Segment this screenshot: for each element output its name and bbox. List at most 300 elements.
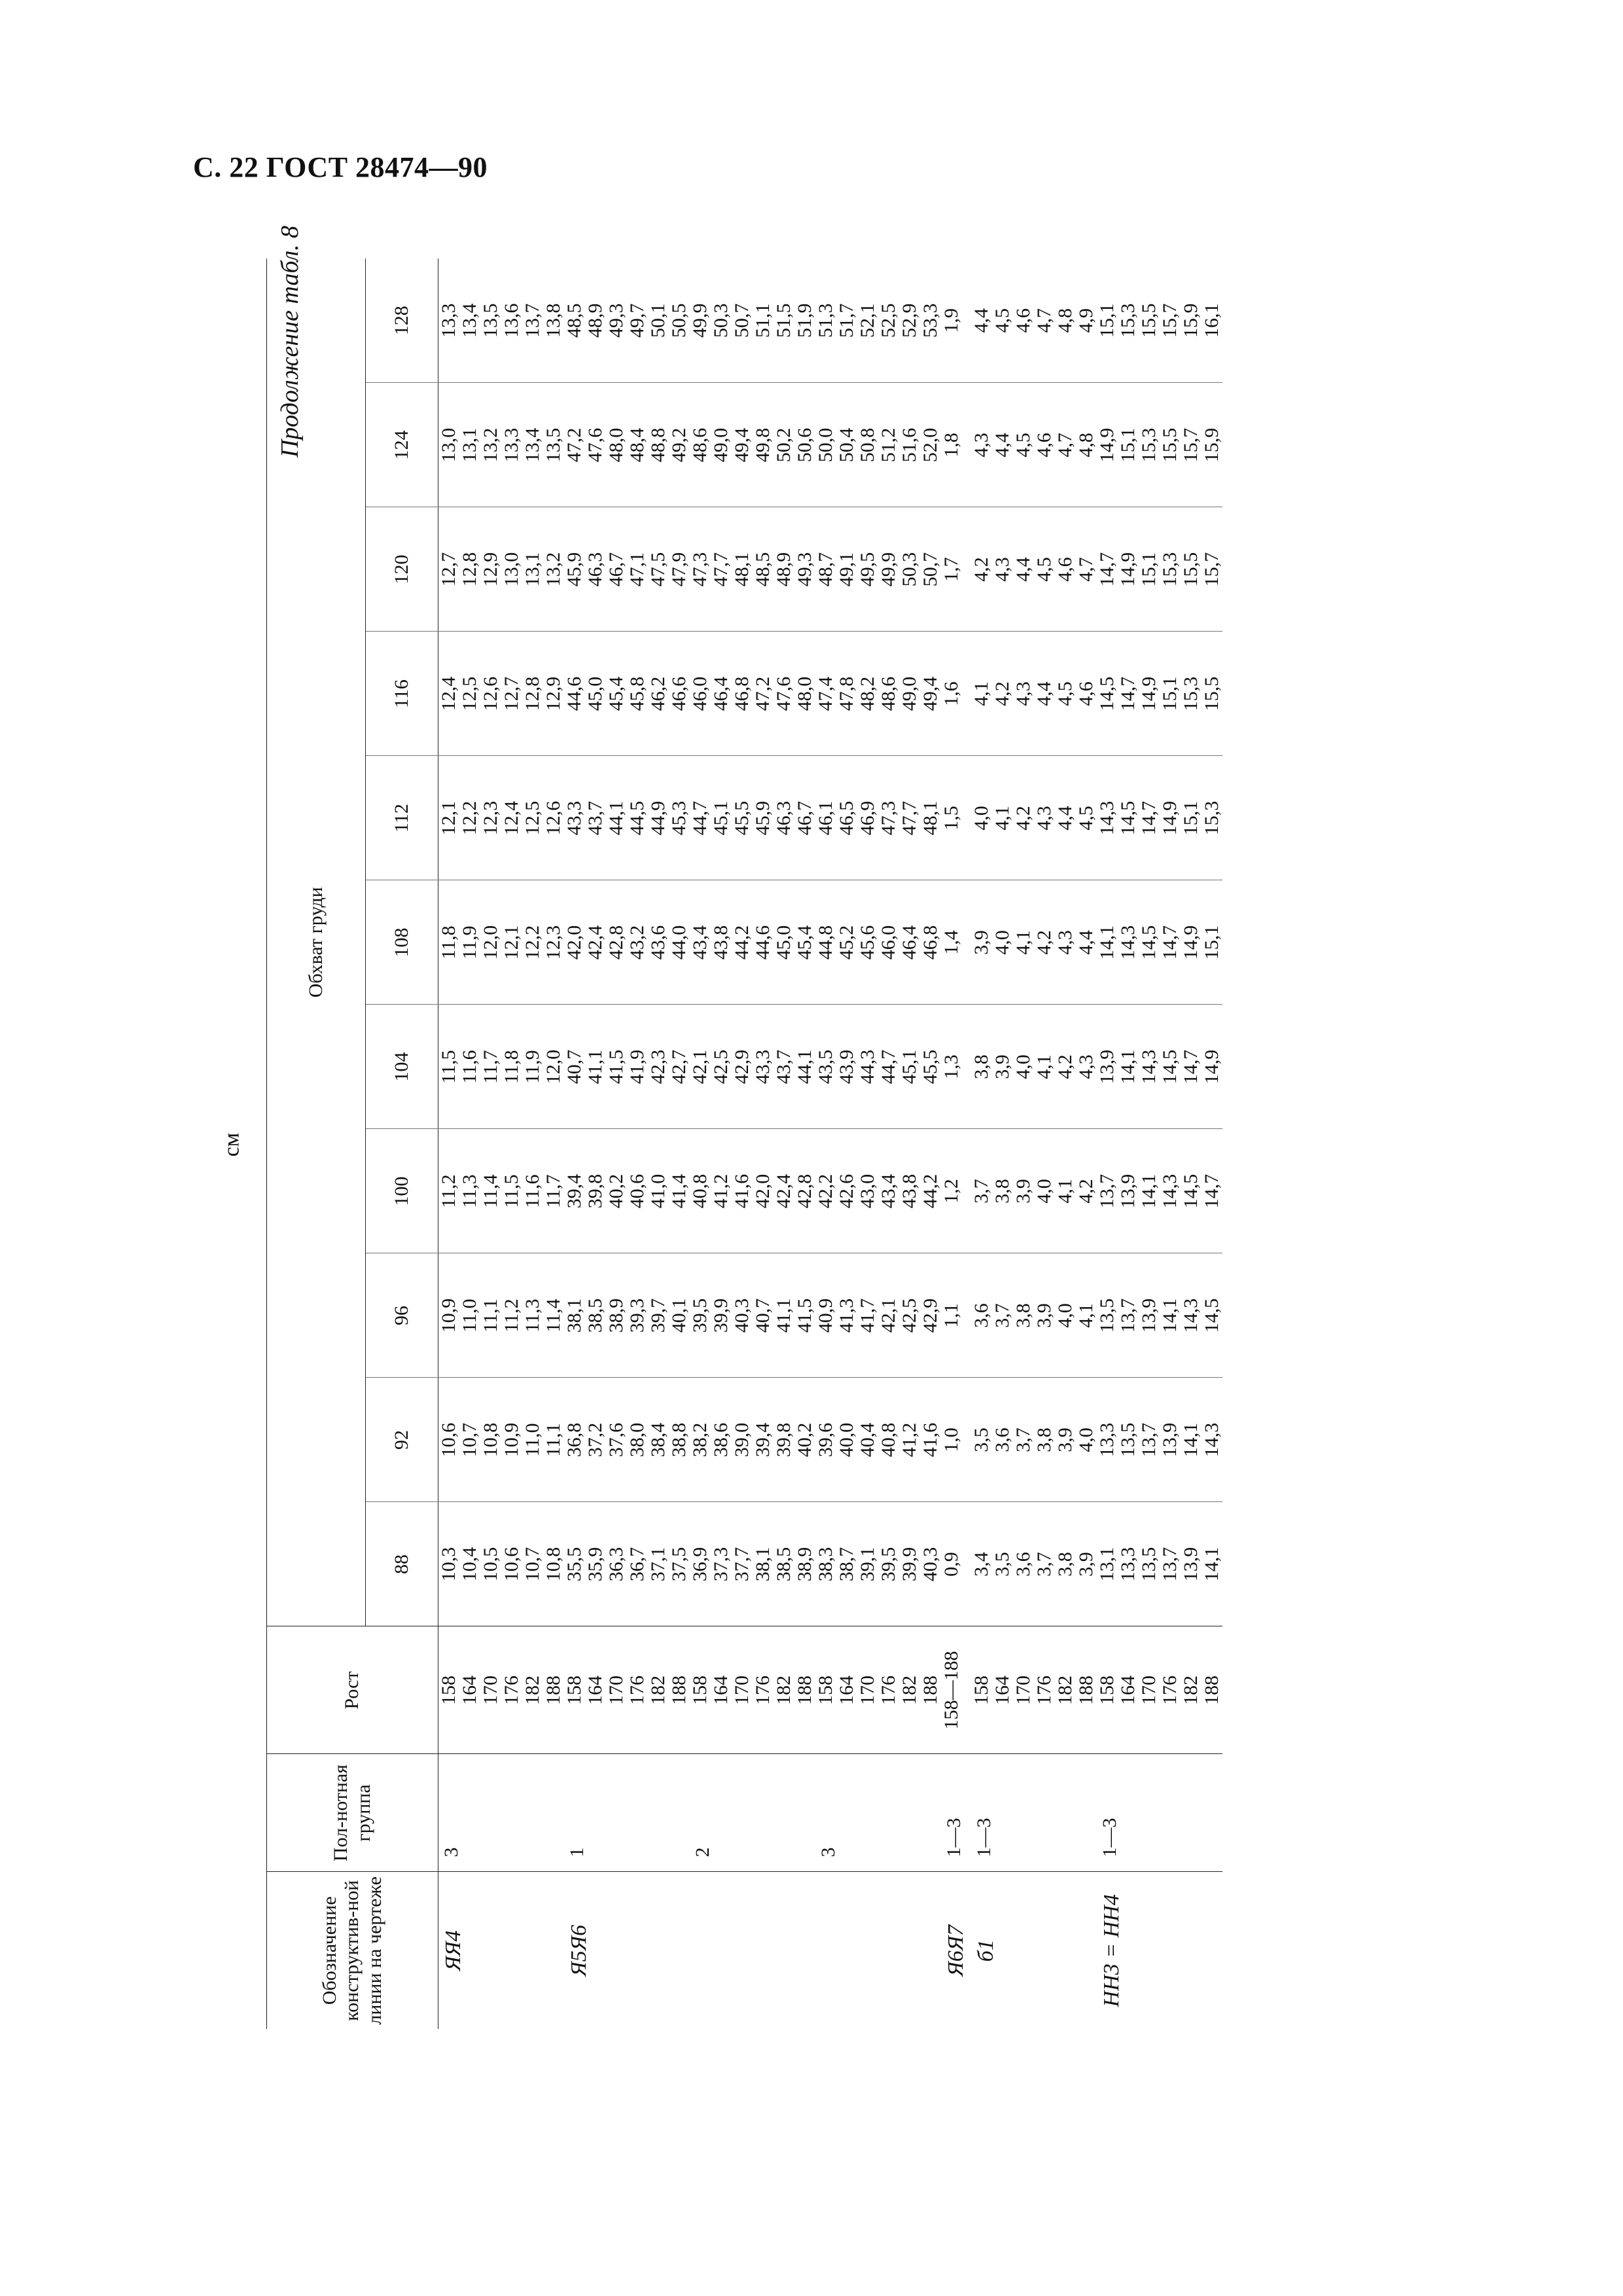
fullness-group: 2: [690, 1754, 815, 1872]
measurement-value: 4,8: [1054, 308, 1076, 333]
chest-column-values: [690, 383, 815, 507]
height-values: [438, 1626, 565, 1754]
measurement-value: 1,9: [940, 308, 962, 333]
measurement-value: 42,1: [878, 1298, 899, 1333]
chest-column-values: [564, 259, 690, 383]
height-value: 188: [1075, 1676, 1097, 1705]
measurement-value: 45,3: [668, 800, 690, 836]
measurement-value: 46,4: [899, 925, 920, 960]
chest-size-header: 128: [366, 259, 438, 383]
measurement-value: 11,4: [480, 1174, 501, 1208]
measurement-value: 48,6: [878, 676, 899, 711]
measurement-value: 50,5: [668, 303, 690, 338]
measurement-value: 51,7: [836, 303, 857, 338]
construction-line-label: НН3 = НН4: [1097, 1872, 1222, 2029]
measurement-value: 52,1: [857, 303, 878, 338]
measurement-value: 41,9: [626, 1049, 648, 1085]
measurement-value: 3,8: [1012, 1303, 1034, 1328]
chest-column-values: [438, 383, 565, 507]
measurement-value: 14,5: [1137, 925, 1160, 960]
measurement-value: 14,1: [1096, 925, 1118, 960]
measurement-value: 4,2: [1033, 930, 1055, 955]
measurement-value: 46,5: [836, 800, 857, 836]
chest-column-values: [690, 1253, 815, 1378]
measurement-value: 51,9: [794, 303, 815, 338]
measurement-value: 14,7: [1179, 1049, 1202, 1085]
measurement-value: 46,3: [584, 552, 606, 587]
measurement-value: 11,6: [459, 1050, 480, 1084]
measurement-value: 46,9: [857, 800, 878, 836]
measurement-value: 37,7: [731, 1547, 753, 1582]
chest-column-values: [690, 632, 815, 756]
height-value: 164: [710, 1676, 732, 1705]
measurement-value: 38,2: [689, 1422, 711, 1458]
measurement-value: 12,3: [480, 800, 501, 836]
measurement-value: 3,7: [970, 1179, 992, 1204]
measurement-value: 1,0: [940, 1427, 962, 1452]
measurement-value: 4,6: [1033, 433, 1055, 457]
measurement-value: 13,7: [1116, 1298, 1139, 1333]
measurement-value: 10,7: [522, 1547, 543, 1582]
measurement-value: 14,9: [1179, 925, 1202, 960]
height-value: 182: [1179, 1676, 1202, 1705]
measurement-value: 11,2: [501, 1299, 522, 1333]
measurement-value: 4,5: [1012, 433, 1034, 457]
measurement-value: 40,8: [689, 1174, 711, 1209]
chest-column-values: [1097, 1253, 1222, 1378]
height-value: 164: [584, 1676, 606, 1705]
measurement-value: 49,4: [731, 427, 753, 463]
chest-column-values: [971, 756, 1097, 880]
measurement-value: 50,2: [773, 427, 794, 463]
measurement-value: 46,8: [919, 925, 941, 960]
measurement-value: 3,5: [970, 1427, 992, 1452]
measurement-value: 4,5: [1054, 681, 1076, 706]
measurement-value: 13,4: [459, 303, 480, 338]
height-value: 170: [857, 1676, 878, 1705]
fullness-group: 1—3: [1097, 1754, 1222, 1872]
table-section-row: [690, 259, 815, 2029]
chest-column-values: [815, 1253, 941, 1378]
chest-column-values: [564, 383, 690, 507]
measurement-value: 48,5: [563, 303, 585, 338]
measurement-value: 42,4: [584, 925, 606, 960]
measurement-value: 3,7: [1033, 1552, 1055, 1577]
measurement-value: 3,6: [991, 1427, 1013, 1452]
measurement-value: 48,9: [584, 303, 606, 338]
measurement-value: 48,9: [773, 552, 794, 587]
measurement-value: 16,1: [1200, 303, 1222, 338]
measurement-value: 13,6: [501, 303, 522, 338]
measurement-value: 47,3: [689, 552, 711, 587]
chest-column-values: [1097, 756, 1222, 880]
chest-column-values: [1097, 632, 1222, 756]
measurement-value: 41,5: [605, 1049, 627, 1085]
measurement-value: 10,7: [459, 1422, 480, 1458]
measurement-value: 15,1: [1158, 676, 1181, 711]
measurement-value: 50,6: [794, 427, 815, 463]
measurement-value: 14,3: [1096, 800, 1118, 836]
measurement-value: 13,3: [438, 303, 459, 338]
measurement-value: 44,1: [605, 800, 627, 836]
chest-column-values: [941, 756, 971, 880]
measurement-value: 12,6: [543, 800, 564, 836]
measurement-value: 44,2: [731, 925, 753, 960]
measurement-value: 41,0: [647, 1174, 669, 1209]
measurement-value: 49,4: [919, 676, 941, 711]
measurement-value: 15,9: [1179, 303, 1202, 338]
measurement-value: 10,9: [501, 1422, 522, 1458]
chest-column-values: [815, 383, 941, 507]
measurement-value: 4,8: [1075, 433, 1097, 457]
measurement-value: 14,3: [1116, 925, 1139, 960]
measurement-value: 50,7: [919, 552, 941, 587]
measurement-value: 15,9: [1200, 427, 1222, 463]
measurement-value: 12,5: [459, 676, 480, 711]
measurement-value: 13,9: [1096, 1049, 1118, 1085]
measurement-value: 14,9: [1096, 427, 1118, 463]
height-value: 164: [991, 1676, 1013, 1705]
fullness-group: 3: [815, 1754, 941, 1872]
col-header-height: Рост: [267, 1626, 438, 1754]
measurement-value: 39,0: [731, 1422, 753, 1458]
measurement-value: 46,6: [668, 676, 690, 711]
chest-column-values: [941, 1253, 971, 1378]
measurement-value: 4,4: [1033, 681, 1055, 706]
chest-size-header: 92: [366, 1378, 438, 1502]
measurement-value: 15,5: [1200, 676, 1222, 711]
measurement-value: 38,5: [584, 1298, 606, 1333]
measurement-value: 15,3: [1116, 303, 1139, 338]
table-section-row: [815, 259, 941, 2029]
measurement-value: 0,9: [940, 1552, 962, 1577]
chest-column-values: [1097, 880, 1222, 1005]
measurement-value: 45,0: [773, 925, 794, 960]
measurement-value: 11,4: [543, 1299, 564, 1333]
height-value: 182: [647, 1676, 669, 1705]
measurement-value: 4,3: [1033, 806, 1055, 831]
measurement-value: 14,7: [1116, 676, 1139, 711]
measurements-table: [266, 259, 1222, 2029]
chest-column-values: [690, 507, 815, 632]
measurement-value: 3,7: [991, 1303, 1013, 1328]
measurement-value: 14,5: [1158, 1049, 1181, 1085]
height-value: 158: [970, 1676, 992, 1705]
measurement-value: 14,5: [1096, 676, 1118, 711]
measurement-value: 4,0: [1075, 1427, 1097, 1452]
measurement-value: 4,0: [1054, 1303, 1076, 1328]
measurement-value: 45,4: [794, 925, 815, 960]
chest-column-values: [941, 1378, 971, 1502]
measurement-value: 45,8: [626, 676, 648, 711]
measurement-value: 49,2: [668, 427, 690, 463]
measurement-value: 37,6: [605, 1422, 627, 1458]
measurement-value: 11,1: [543, 1423, 564, 1457]
measurement-value: 42,5: [710, 1049, 732, 1085]
measurement-value: 41,6: [919, 1422, 941, 1458]
measurement-value: 13,5: [1096, 1298, 1118, 1333]
measurement-value: 15,1: [1116, 427, 1139, 463]
height-value: 188: [919, 1676, 941, 1705]
measurement-value: 14,3: [1137, 1049, 1160, 1085]
chest-column-values: [971, 1502, 1097, 1626]
measurement-value: 47,1: [626, 552, 648, 587]
measurement-value: 13,9: [1179, 1547, 1202, 1582]
measurement-value: 4,6: [1075, 681, 1097, 706]
chest-column-values: [690, 1502, 815, 1626]
measurement-value: 3,8: [970, 1054, 992, 1079]
measurement-value: 51,3: [815, 303, 836, 338]
chest-size-header: 112: [366, 756, 438, 880]
chest-column-values: [941, 632, 971, 756]
height-value: 176: [1033, 1676, 1055, 1705]
measurement-value: 13,3: [501, 427, 522, 463]
measurement-value: 4,3: [1075, 1054, 1097, 1079]
height-value: 176: [626, 1676, 648, 1705]
measurement-value: 10,5: [480, 1547, 501, 1582]
measurement-value: 4,1: [1054, 1179, 1076, 1204]
measurement-value: 13,1: [459, 427, 480, 463]
measurement-value: 13,0: [501, 552, 522, 587]
measurement-value: 42,1: [689, 1049, 711, 1085]
measurement-value: 1,4: [940, 930, 962, 955]
measurement-value: 13,9: [1116, 1174, 1139, 1209]
measurement-value: 38,9: [605, 1298, 627, 1333]
measurement-value: 53,3: [919, 303, 941, 338]
chest-column-values: [690, 756, 815, 880]
measurement-value: 39,8: [584, 1174, 606, 1209]
measurement-value: 4,3: [991, 557, 1013, 582]
chest-column-values: [941, 1129, 971, 1253]
measurement-value: 47,2: [563, 427, 585, 463]
measurement-value: 47,5: [647, 552, 669, 587]
chest-column-values: [564, 1129, 690, 1253]
col-header-group: Пол-нотная группа: [267, 1754, 438, 1872]
measurement-value: 47,7: [710, 552, 732, 587]
chest-column-values: [690, 259, 815, 383]
measurement-value: 48,0: [605, 427, 627, 463]
measurement-value: 4,5: [1033, 557, 1055, 582]
chest-size-header: 96: [366, 1253, 438, 1378]
measurement-value: 10,6: [501, 1547, 522, 1582]
chest-column-values: [971, 1129, 1097, 1253]
page-header: С. 22 ГОСТ 28474—90: [193, 151, 488, 183]
measurement-value: 3,7: [1012, 1427, 1034, 1452]
measurement-value: 45,4: [605, 676, 627, 711]
col-header-label: Обозначение конструктив-ной линии на чертеже: [267, 1872, 438, 2029]
measurement-value: 41,2: [710, 1174, 732, 1209]
chest-size-header: 104: [366, 1005, 438, 1129]
units-label: см: [219, 1132, 244, 1157]
measurement-value: 45,2: [836, 925, 857, 960]
measurement-value: 3,9: [991, 1054, 1013, 1079]
measurement-value: 14,1: [1116, 1049, 1139, 1085]
chest-column-values: [1097, 1502, 1222, 1626]
measurement-value: 40,3: [731, 1298, 753, 1333]
measurement-value: 3,9: [970, 930, 992, 955]
chest-column-values: [564, 1253, 690, 1378]
measurement-value: 15,7: [1179, 427, 1202, 463]
measurement-value: 13,7: [1096, 1174, 1118, 1209]
table-section-row: [564, 259, 690, 2029]
measurement-value: 46,8: [731, 676, 753, 711]
measurement-value: 4,1: [1012, 930, 1034, 955]
chest-column-values: [971, 1253, 1097, 1378]
measurement-value: 37,2: [584, 1422, 606, 1458]
measurement-value: 42,0: [752, 1174, 774, 1209]
measurement-value: 14,1: [1179, 1422, 1202, 1458]
measurement-value: 40,9: [815, 1298, 836, 1333]
measurement-value: 40,3: [919, 1547, 941, 1582]
chest-column-values: [1097, 1005, 1222, 1129]
measurement-value: 11,8: [501, 1050, 522, 1084]
measurement-value: 1,8: [940, 433, 962, 457]
measurement-value: 48,4: [626, 427, 648, 463]
measurement-value: 3,8: [991, 1179, 1013, 1204]
measurement-value: 4,4: [1012, 557, 1034, 582]
measurement-value: 41,7: [857, 1298, 878, 1333]
chest-column-values: [971, 632, 1097, 756]
measurement-value: 37,1: [647, 1547, 669, 1582]
measurement-value: 38,1: [563, 1298, 585, 1333]
measurement-value: 10,3: [438, 1547, 459, 1582]
measurement-value: 3,9: [1012, 1179, 1034, 1204]
height-values: [690, 1626, 815, 1754]
measurement-value: 49,3: [794, 552, 815, 587]
chest-column-values: [941, 880, 971, 1005]
measurement-value: 44,5: [626, 800, 648, 836]
measurement-value: 15,7: [1158, 303, 1181, 338]
measurement-value: 43,6: [647, 925, 669, 960]
measurement-value: 11,5: [501, 1174, 522, 1208]
measurement-value: 4,6: [1012, 308, 1034, 333]
chest-column-values: [690, 1129, 815, 1253]
chest-column-values: [941, 507, 971, 632]
measurement-value: 44,3: [857, 1049, 878, 1085]
height-value: 182: [773, 1676, 794, 1705]
measurement-value: 42,9: [919, 1298, 941, 1333]
chest-column-values: [941, 383, 971, 507]
measurement-value: 41,2: [899, 1422, 920, 1458]
measurement-value: 48,5: [752, 552, 774, 587]
measurement-value: 14,3: [1179, 1298, 1202, 1333]
height-value: 188: [794, 1676, 815, 1705]
measurement-value: 13,5: [480, 303, 501, 338]
measurement-value: 10,4: [459, 1547, 480, 1582]
measurement-value: 47,4: [815, 676, 836, 711]
fullness-group: 1—3: [971, 1754, 1097, 1872]
measurement-value: 40,7: [752, 1298, 774, 1333]
measurement-value: 39,4: [752, 1422, 774, 1458]
measurement-value: 43,9: [836, 1049, 857, 1085]
measurement-value: 46,0: [689, 676, 711, 711]
chest-column-values: [1097, 1378, 1222, 1502]
chest-column-values: [438, 1253, 565, 1378]
measurement-value: 36,7: [626, 1547, 648, 1582]
height-value: 170: [480, 1676, 501, 1705]
chest-column-values: [971, 259, 1097, 383]
measurement-value: 15,1: [1200, 925, 1222, 960]
height-value: 188: [1200, 1676, 1222, 1705]
measurement-value: 43,4: [689, 925, 711, 960]
chest-column-values: [564, 1502, 690, 1626]
measurement-value: 11,5: [438, 1050, 459, 1084]
measurement-value: 12,3: [543, 925, 564, 960]
height-value: 158: [689, 1676, 711, 1705]
measurement-value: 44,7: [878, 1049, 899, 1085]
height-value: 170: [731, 1676, 753, 1705]
chest-column-values: [690, 1005, 815, 1129]
measurement-value: 48,8: [647, 427, 669, 463]
measurement-value: 43,7: [584, 800, 606, 836]
chest-column-values: [971, 383, 1097, 507]
measurement-value: 39,8: [773, 1422, 794, 1458]
chest-column-values: [438, 1502, 565, 1626]
measurement-value: 47,9: [668, 552, 690, 587]
measurement-value: 47,7: [899, 800, 920, 836]
measurement-value: 42,2: [815, 1174, 836, 1209]
measurement-value: 12,8: [522, 676, 543, 711]
measurement-value: 44,1: [794, 1049, 815, 1085]
height-value: 158: [438, 1676, 459, 1705]
measurement-value: 38,0: [626, 1422, 648, 1458]
measurement-value: 52,0: [919, 427, 941, 463]
measurement-value: 42,3: [647, 1049, 669, 1085]
measurement-value: 40,8: [878, 1422, 899, 1458]
construction-line-label: Я5Я6: [564, 1872, 690, 2029]
measurement-value: 50,8: [857, 427, 878, 463]
measurement-value: 42,9: [731, 1049, 753, 1085]
height-value: 188: [543, 1676, 564, 1705]
measurement-value: 3,4: [970, 1552, 992, 1577]
measurement-value: 37,5: [668, 1547, 690, 1582]
height-values: [941, 1626, 971, 1754]
measurement-value: 39,5: [689, 1298, 711, 1333]
measurement-value: 41,3: [836, 1298, 857, 1333]
chest-column-values: [564, 1005, 690, 1129]
measurement-value: 14,7: [1158, 925, 1181, 960]
measurement-value: 4,7: [1075, 557, 1097, 582]
measurement-value: 43,4: [878, 1174, 899, 1209]
measurement-value: 14,9: [1158, 800, 1181, 836]
chest-column-values: [1097, 383, 1222, 507]
measurement-value: 49,7: [626, 303, 648, 338]
measurement-value: 11,3: [522, 1299, 543, 1333]
measurement-value: 1,1: [940, 1303, 962, 1328]
chest-column-values: [438, 632, 565, 756]
measurement-value: 38,9: [794, 1547, 815, 1582]
measurement-value: 39,4: [563, 1174, 585, 1209]
chest-column-values: [815, 632, 941, 756]
height-value: 158: [563, 1676, 585, 1705]
measurement-value: 43,5: [815, 1049, 836, 1085]
height-value: 176: [501, 1676, 522, 1705]
measurement-value: 12,2: [522, 925, 543, 960]
measurement-value: 39,3: [626, 1298, 648, 1333]
measurement-value: 14,9: [1200, 1049, 1222, 1085]
measurement-value: 45,1: [899, 1049, 920, 1085]
measurement-value: 14,7: [1137, 800, 1160, 836]
measurement-value: 11,8: [438, 925, 459, 960]
measurement-value: 12,4: [438, 676, 459, 711]
construction-line-label: [815, 1872, 941, 2029]
chest-column-values: [438, 1005, 565, 1129]
measurement-value: 13,1: [522, 552, 543, 587]
measurement-value: 48,7: [815, 552, 836, 587]
measurement-value: 38,5: [773, 1547, 794, 1582]
measurement-value: 36,8: [563, 1422, 585, 1458]
measurement-value: 38,1: [752, 1547, 774, 1582]
